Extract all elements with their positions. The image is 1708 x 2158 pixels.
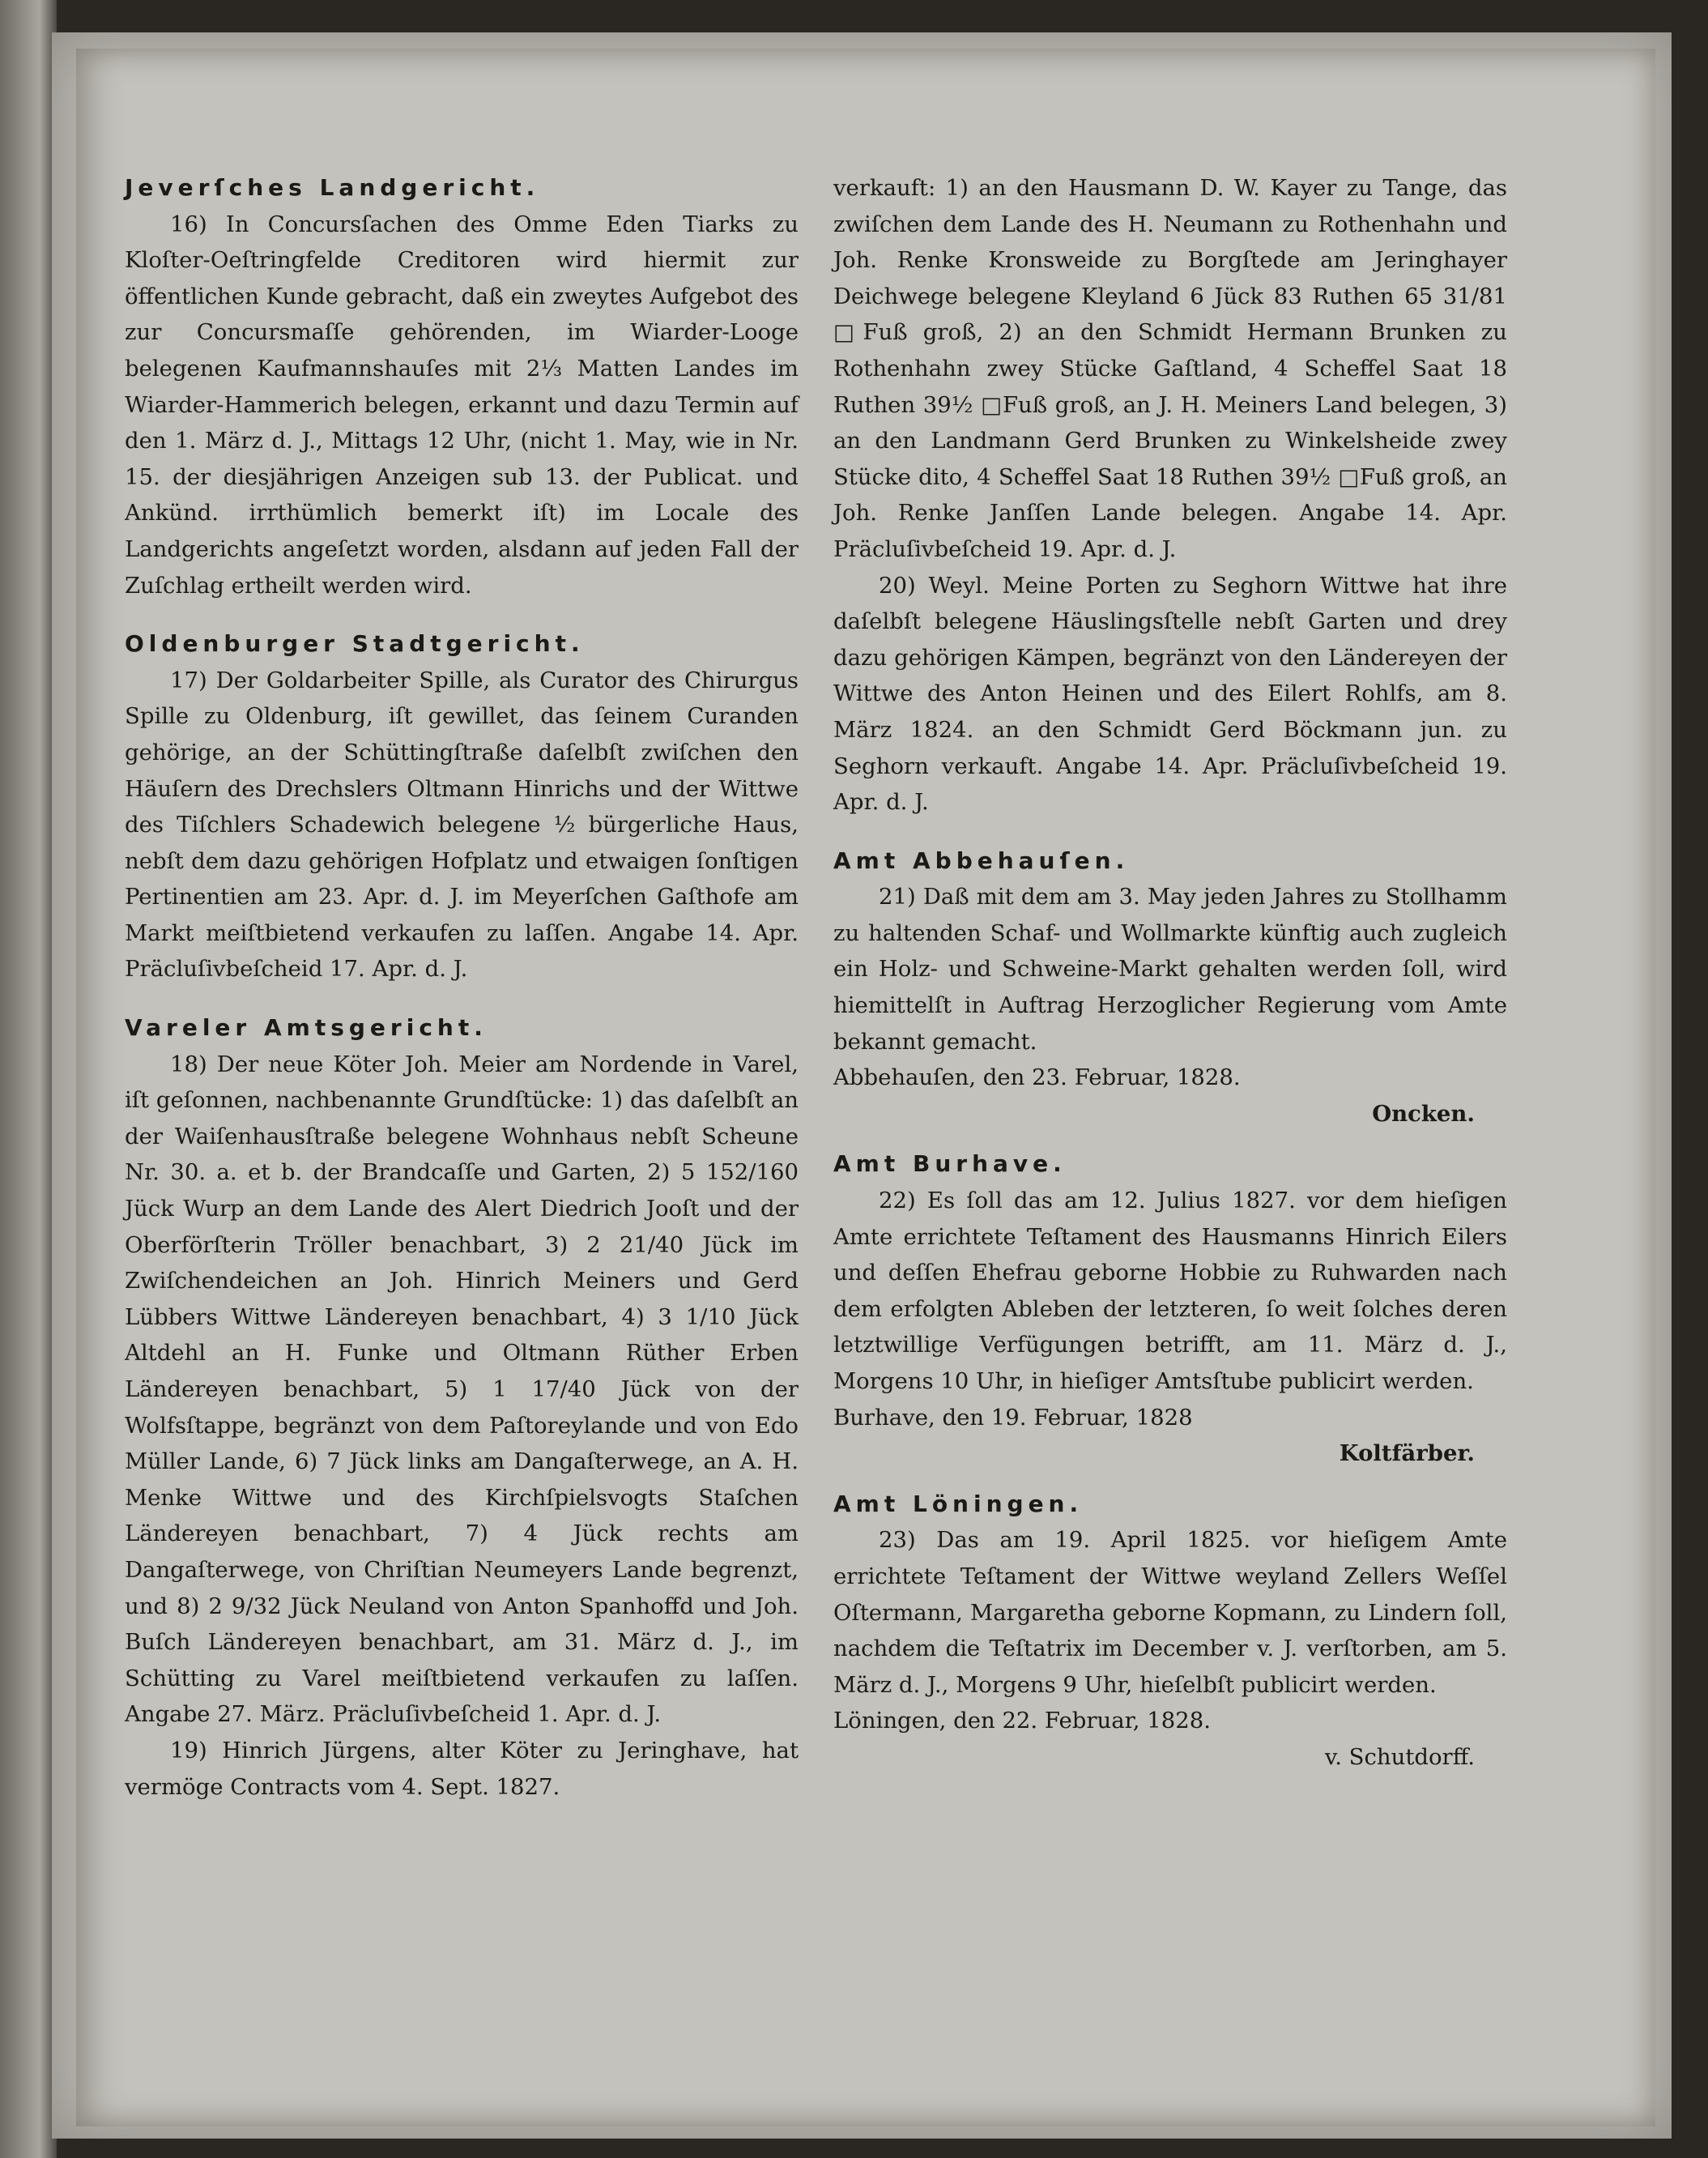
book-binding-edge [0,0,57,2158]
signature-oncken: Oncken. [1372,1100,1475,1127]
entry-16: 16) In Concursſachen des Omme Eden Tiarks zu Kloſter-Oeſtringfelde Creditoren wird hiermit zur öffentlichen Kunde gebracht, daß ein zweytes Aufgebot des zur Concursmaſſe gehörenden, im Wiarder-Looge belegenen Kaufmannshauſes mit 2⅓ Matten Landes im Wiarder-Hammerich belegen, erkannt und dazu Termin auf den 1. März d. J., Mittags 12 Uhr, (nicht 1. May, wie in Nr. 15. der diesjährigen Anzeigen sub 13. der Publicat. und Ankünd. irrthümlich bemerkt iſt) im Locale des Landgerichts angeſetzt worden, alsdann auf jeden Fall der Zuſchlag ertheilt werden wird. [125,211,799,599]
entry-18: 18) Der neue Köter Joh. Meier am Nordende in Varel, iſt geſonnen, nachbenannte Grundſtücke: 1) das daſelbſt an der Waiſenhausſtraße belegene Wohnhaus nebſt Scheune Nr. 30. a. et b. der Brandcaſſe und Garten, 2) 5 152/160 Jück Wurp an dem Lande des Alert Diedrich Jooſt und der Oberförſterin Tröller benachbart, 3) 2 21/40 Jück im Zwiſchendeichen an Joh. Hinrich Meiners und Gerd Lübbers Wittwe Ländereyen benachbart, 4) 3 1/10 Jück Altdehl an H. Funke und Oltmann Rüther Erben Ländereyen benachbart, 5) 1 17/40 Jück von der Wolfsſtappe, begränzt von dem Paſtoreylande und von Edo Müller Lande, 6) 7 Jück links am Dangaſterwege, an A. H. Menke Wittwe und des Kirchſpielsvogts Staſchen Ländereyen benachbart, 7) 4 Jück rechts am Dangaſterwege, von Chriſtian Neumeyers Lande begrenzt, und 8) 2 9/32 Jück Neuland von Anton Spanhoffd und Joh. Buſch Ländereyen benachbart, am 31. März d. J., im Schütting zu Varel meiſtbietend verkaufen zu laſſen. Angabe 27. März. Präcluſivbeſcheid 1. Apr. d. J. [125,1051,799,1728]
entry-19-continued: verkauft: 1) an den Hausmann D. W. Kayer zu Tange, das zwiſchen dem Lande des H. Neumann zu Rothenhahn und Joh. Renke Kronsweide zu Borgſtede am Jeringhayer Deichwege belegene Kleyland 6 Jück 83 Ruthen 65 31/81 □Fuß groß, 2) an den Schmidt Hermann Brunken zu Rothenhahn zwey Stücke Gaſtland, 4 Scheffel Saat 18 Ruthen 39½ □Fuß groß, an J. H. Meiners Land belegen, 3) an den Landmann Gerd Brunken zu Winkelsheide zwey Stücke dito, 4 Scheffel Saat 18 Ruthen 39½ □Fuß groß, an Joh. Renke Janſſen Lande belegen. Angabe 14. Apr. Präcluſivbeſcheid 19. Apr. d. J. [833,175,1507,562]
entry-19: 19) Hinrich Jürgens, alter Köter zu Jeringhave, hat vermöge Contracts vom 4. Sept. 1827. [125,1737,799,1800]
heading-vareler-amtsgericht: Vareler Amtsgericht. [125,1014,488,1042]
dateline-burhave: Burhave, den 19. Februar, 1828 [833,1404,1193,1431]
left-column [125,170,799,1805]
entry-17: 17) Der Goldarbeiter Spille, als Curator des Chirurgus Spille zu Oldenburg, iſt gewillet, das ſeinem Curanden gehörige, an der Schüttingſtraße daſelbſt zwiſchen den Häuſern des Drechslers Oltmann Hinrichs und der Wittwe des Tiſchlers Schadewich belegene ½ bürgerliche Haus, nebſt dem dazu gehörigen Hofplatz und etwaigen ſonſtigen Pertinentien am 23. Apr. d. J. im Meyerſchen Gaſthofe am Markt meiſtbietend verkaufen zu laſſen. Angabe 14. Apr. Präcluſivbeſcheid 17. Apr. d. J. [125,667,799,983]
document-page [76,49,1655,2126]
entry-21: 21) Daß mit dem am 3. May jeden Jahres zu Stollhamm zu haltenden Schaf- und Wollmarkte künftig auch zugleich ein Holz- und Schweine-Markt gehalten werden ſoll, wird hiemittelſt in Auftrag Herzoglicher Regierung vom Amte bekannt gemacht. [833,884,1507,1055]
signature-schutdorff: v. Schutdorff. [1324,1743,1475,1770]
heading-oldenburger-stadtgericht: Oldenburger Stadtgericht. [125,630,585,658]
scanned-page-background [52,32,1672,2139]
heading-amt-loeningen: Amt Löningen. [833,1490,1084,1517]
entry-22: 22) Es ſoll das am 12. Julius 1827. vor dem hieſigen Amte errichtete Teſtament des Hausmanns Hinrich Eilers und deſſen Ehefrau geborne Hobbie zu Ruhwarden nach dem erfolgten Ableben der letzteren, ſo weit ſolches deren letztwillige Verfügungen betrifft, am 11. März d. J., Morgens 10 Uhr, in hieſiger Amtsſtube publicirt werden. [833,1188,1507,1394]
heading-amt-abbehausen: Amt Abbehauſen. [833,847,1130,874]
dateline-loeningen: Löningen, den 22. Februar, 1828. [833,1708,1211,1734]
entry-23: 23) Das am 19. April 1825. vor hieſigem Amte errichtete Teſtament der Wittwe weyland Zellers Weſſel Oſtermann, Margaretha geborne Kopmann, zu Lindern ſoll, nachdem die Teſtatrix im December v. J. verſtorben, am 5. März d. J., Morgens 9 Uhr, hieſelbſt publicirt werden. [833,1527,1507,1698]
heading-amt-burhave: Amt Burhave. [833,1150,1067,1178]
right-column [833,170,1507,1776]
heading-jeverisches-landgericht: Jeverſches Landgericht. [125,174,540,201]
signature-koltfaerber: Koltfärber. [1339,1440,1475,1467]
entry-20: 20) Weyl. Meine Porten zu Seghorn Wittwe hat ihre daſelbſt belegene Häuslingsſtelle nebſt Garten und drey dazu gehörigen Kämpen, begränzt von den Ländereyen der Wittwe des Anton Heinen und des Eilert Rohlfs, am 8. März 1824. an den Schmidt Gerd Böckmann jun. zu Seghorn verkauft. Angabe 14. Apr. Präcluſivbeſcheid 19. Apr. d. J. [833,572,1507,816]
dateline-abbehausen: Abbehauſen, den 23. Februar, 1828. [833,1064,1241,1091]
